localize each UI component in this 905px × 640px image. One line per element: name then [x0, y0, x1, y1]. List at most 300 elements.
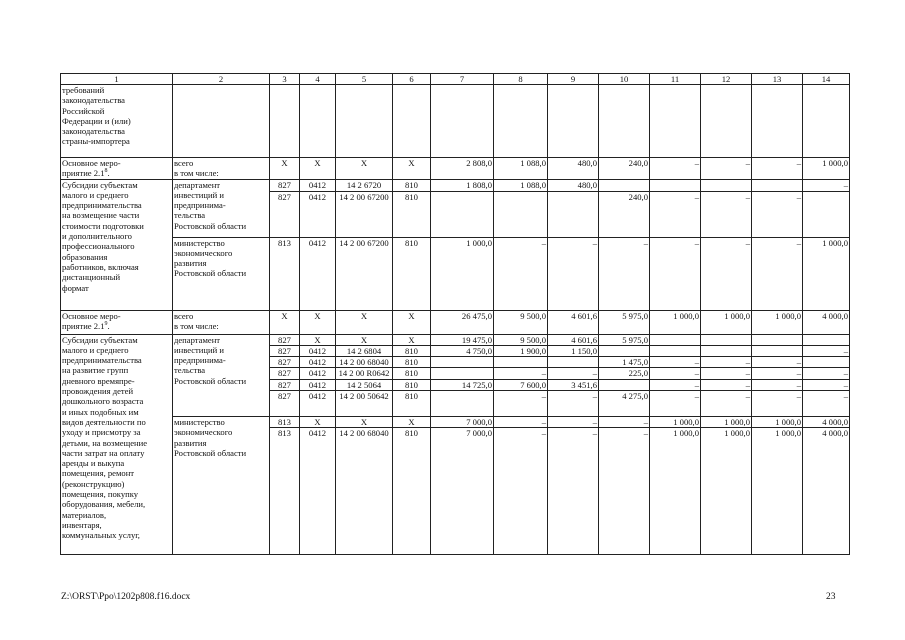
value-cell — [393, 379, 431, 390]
value-cell — [752, 179, 803, 191]
value-cell — [803, 368, 850, 379]
value-cell — [393, 357, 431, 368]
value-cell — [803, 357, 850, 368]
cell-text: 4 601,6 — [571, 334, 597, 345]
cell-text: 827 — [278, 191, 291, 202]
value-cell — [393, 345, 431, 356]
value-cell — [336, 179, 393, 191]
value-cell — [752, 345, 803, 356]
cell-text: 810 — [405, 191, 418, 202]
value-cell — [393, 191, 431, 237]
cell-text: 1 — [114, 74, 119, 84]
value-cell — [599, 310, 650, 334]
empty-cell — [393, 85, 431, 158]
value-cell — [494, 191, 548, 237]
cell-text: 13 — [772, 74, 782, 84]
value-cell — [650, 417, 701, 428]
value-cell — [300, 368, 336, 379]
cell-text: 14 2 00 68040 — [339, 357, 389, 368]
value-cell — [803, 310, 850, 334]
value-cell — [548, 417, 599, 428]
cell-text: министерство экономического развития Ростовской области — [174, 417, 247, 458]
cell-text: – — [694, 368, 699, 379]
value-cell — [752, 417, 803, 428]
cell-text: – — [843, 379, 848, 390]
value-cell — [270, 237, 300, 310]
cell-text: Х — [314, 158, 321, 168]
empty-cell — [431, 85, 494, 158]
cell-text: 5 — [361, 74, 367, 84]
value-cell — [548, 391, 599, 417]
value-cell — [599, 237, 650, 310]
value-cell — [270, 158, 300, 180]
measure-description — [61, 179, 173, 310]
cell-text: 1 808,0 — [466, 179, 492, 190]
value-cell — [300, 179, 336, 191]
cell-text: 0412 — [308, 368, 327, 379]
value-cell — [548, 428, 599, 555]
value-cell — [393, 391, 431, 417]
cell-text: – — [592, 237, 597, 248]
cell-text: 827 — [278, 357, 291, 368]
cell-text: – — [745, 191, 750, 202]
cell-text: – — [694, 237, 699, 248]
value-cell — [431, 391, 494, 417]
value-cell — [701, 158, 752, 180]
value-cell — [431, 334, 494, 345]
cell-text: 1 000,0 — [724, 417, 750, 428]
cell-text: Х — [314, 310, 321, 321]
value-cell — [803, 379, 850, 390]
cell-text: – — [796, 391, 801, 402]
cell-text: 827 — [278, 334, 291, 345]
column-header — [61, 74, 173, 85]
cell-text: – — [745, 158, 750, 168]
cell-text: Х — [314, 417, 321, 428]
value-cell — [548, 310, 599, 334]
column-header — [494, 74, 548, 85]
cell-text: 810 — [405, 428, 418, 439]
column-header — [548, 74, 599, 85]
cell-text: 1 900,0 — [520, 345, 546, 356]
cell-text: 1 000,0 — [775, 310, 801, 321]
value-cell — [270, 417, 300, 428]
cell-text: 827 — [278, 391, 291, 402]
value-cell — [548, 158, 599, 180]
value-cell — [300, 237, 336, 310]
value-cell — [599, 428, 650, 555]
cell-text: Х — [408, 417, 415, 428]
cell-text: 1 000,0 — [822, 237, 848, 248]
measure-description — [61, 334, 173, 555]
cell-text: – — [796, 379, 801, 390]
value-cell — [270, 191, 300, 237]
cell-text: 2 — [218, 74, 224, 84]
value-cell — [548, 357, 599, 368]
table-row — [61, 417, 850, 428]
value-cell — [300, 428, 336, 555]
value-cell — [494, 368, 548, 379]
empty-cell — [803, 85, 850, 158]
value-cell — [803, 417, 850, 428]
value-cell — [270, 391, 300, 417]
cell-text: – — [843, 179, 848, 190]
cell-text: – — [694, 158, 699, 168]
value-cell — [494, 334, 548, 345]
cell-text: 4 275,0 — [622, 391, 648, 402]
cell-text: Х — [360, 158, 368, 168]
empty-cell — [270, 85, 300, 158]
value-cell — [494, 417, 548, 428]
cell-text: 1 000,0 — [673, 428, 699, 439]
cell-text: 1 088,0 — [520, 179, 546, 190]
cell-text: 1 000,0 — [775, 428, 801, 439]
cell-text: 9 500,0 — [520, 334, 546, 345]
cell-text: 1 000,0 — [822, 158, 848, 168]
value-cell — [393, 310, 431, 334]
value-cell — [494, 391, 548, 417]
value-cell — [599, 379, 650, 390]
value-cell — [752, 237, 803, 310]
cell-text: – — [796, 158, 801, 168]
value-cell — [336, 379, 393, 390]
value-cell — [300, 391, 336, 417]
cell-text: – — [843, 391, 848, 402]
cell-text: 810 — [405, 368, 418, 379]
value-cell — [431, 357, 494, 368]
cell-text: 8 — [518, 74, 523, 84]
empty-cell — [599, 85, 650, 158]
value-cell — [701, 357, 752, 368]
table-row — [61, 85, 850, 158]
value-cell — [650, 334, 701, 345]
cell-text: – — [843, 345, 848, 356]
value-cell — [650, 158, 701, 180]
cell-text: 14 2 00 R0642 — [338, 368, 390, 379]
cell-text: – — [592, 428, 597, 439]
cell-text: – — [592, 417, 597, 428]
value-cell — [803, 334, 850, 345]
cell-text: 7 — [459, 74, 465, 84]
value-cell — [336, 391, 393, 417]
value-cell — [431, 379, 494, 390]
cell-text: – — [745, 357, 750, 368]
value-cell — [548, 334, 599, 345]
cell-text: Х — [408, 334, 415, 345]
value-cell — [270, 428, 300, 555]
cell-text: 14 2 6804 — [346, 345, 382, 356]
cell-text: Х — [281, 158, 288, 168]
cell-text: 810 — [405, 179, 418, 190]
value-cell — [300, 357, 336, 368]
cell-text: – — [643, 237, 648, 248]
cell-text: 810 — [405, 379, 418, 390]
table-row — [61, 74, 850, 85]
value-cell — [701, 379, 752, 390]
value-cell — [300, 310, 336, 334]
value-cell — [701, 310, 752, 334]
cell-text: – — [796, 357, 801, 368]
value-cell — [300, 417, 336, 428]
value-cell — [701, 345, 752, 356]
value-cell — [803, 191, 850, 237]
cell-text: 810 — [405, 237, 418, 248]
cell-text: 240,0 — [628, 158, 648, 168]
cell-text: 240,0 — [628, 191, 648, 202]
cell-text: 9 — [570, 74, 576, 84]
value-cell — [336, 345, 393, 356]
column-header — [173, 74, 270, 85]
cell-text: Х — [360, 310, 368, 321]
value-cell — [393, 368, 431, 379]
footer-file-path: Z:\ORST\Ppo\1202p808.f16.docx — [61, 592, 191, 602]
value-cell — [270, 357, 300, 368]
value-cell — [701, 428, 752, 555]
value-cell — [336, 417, 393, 428]
value-cell — [300, 345, 336, 356]
column-header — [599, 74, 650, 85]
value-cell — [650, 310, 701, 334]
cell-text: 3 — [282, 74, 287, 84]
value-cell — [599, 368, 650, 379]
empty-cell — [548, 85, 599, 158]
value-cell — [393, 417, 431, 428]
cell-text: – — [541, 417, 546, 428]
executor-label — [173, 179, 270, 237]
value-cell — [650, 237, 701, 310]
cell-text: Основное меро- приятие 2.1 — [62, 158, 121, 179]
value-cell — [300, 334, 336, 345]
cell-text: департамент инвестиций и предпринима- тельства Ростовской области — [174, 334, 247, 386]
value-cell — [650, 191, 701, 237]
continued-text — [61, 85, 173, 158]
column-header — [270, 74, 300, 85]
value-cell — [393, 237, 431, 310]
value-cell — [701, 237, 752, 310]
table-row — [61, 179, 850, 191]
cell-text: 4 000,0 — [822, 417, 848, 428]
value-cell — [431, 191, 494, 237]
cell-text: всего в том числе: — [174, 310, 219, 331]
cell-text: требований законодательства Российской Федерации и (или) законодательства страны-импортера — [62, 85, 131, 147]
cell-text: – — [694, 391, 699, 402]
value-cell — [431, 428, 494, 555]
cell-text: Субсидии субъектам малого и среднего предпринимательства на развитие групп дневного времяпре- провождения детей дошкольного возраста и иных подобных им видов деятельности по уходу и присмотру за детьми, на возмещение части затрат на оплату аренды и выкупа помещения, ремонт (реконструкцию) помещения, покупку оборудования, мебели, материалов, инвентаря, коммунальных услуг, — [62, 334, 148, 541]
cell-text: всего в том числе: — [174, 158, 219, 179]
value-cell — [650, 345, 701, 356]
cell-text: 0412 — [308, 357, 327, 368]
cell-text: – — [694, 357, 699, 368]
value-cell — [300, 158, 336, 180]
column-header — [393, 74, 431, 85]
value-cell — [431, 368, 494, 379]
value-cell — [650, 368, 701, 379]
column-header — [336, 74, 393, 85]
cell-text: Х — [314, 334, 321, 345]
value-cell — [701, 179, 752, 191]
cell-text: 0412 — [308, 345, 327, 356]
value-cell — [548, 179, 599, 191]
cell-text: – — [796, 237, 801, 248]
cell-text: 6 — [409, 74, 414, 84]
value-cell — [752, 357, 803, 368]
value-cell — [393, 334, 431, 345]
value-cell — [803, 345, 850, 356]
value-cell — [752, 391, 803, 417]
cell-text: 813 — [278, 237, 291, 248]
value-cell — [393, 158, 431, 180]
cell-text: 1 000,0 — [724, 428, 750, 439]
cell-text: 827 — [278, 368, 291, 379]
cell-text: 827 — [278, 345, 291, 356]
value-cell — [701, 334, 752, 345]
value-cell — [752, 428, 803, 555]
value-cell — [752, 310, 803, 334]
cell-text: 4 000,0 — [822, 310, 848, 321]
value-cell — [803, 179, 850, 191]
value-cell — [270, 334, 300, 345]
cell-text: – — [592, 391, 597, 402]
value-cell — [300, 191, 336, 237]
value-cell — [270, 379, 300, 390]
value-cell — [336, 368, 393, 379]
cell-text: 0412 — [308, 191, 327, 202]
cell-text: 4 601,6 — [571, 310, 597, 321]
column-header — [701, 74, 752, 85]
cell-text: 14 — [821, 74, 831, 84]
empty-cell — [336, 85, 393, 158]
value-cell — [431, 345, 494, 356]
cell-text: 810 — [405, 357, 418, 368]
cell-text: 19 475,0 — [461, 334, 492, 345]
program-table — [60, 73, 850, 555]
empty-cell — [173, 85, 270, 158]
total-label — [173, 310, 270, 334]
value-cell — [270, 345, 300, 356]
executor-label — [173, 417, 270, 555]
value-cell — [494, 158, 548, 180]
cell-text: 813 — [278, 417, 291, 428]
cell-text: 12 — [721, 74, 731, 84]
value-cell — [300, 379, 336, 390]
cell-text: 4 — [315, 74, 320, 84]
value-cell — [752, 158, 803, 180]
value-cell — [431, 158, 494, 180]
value-cell — [494, 345, 548, 356]
cell-text: 827 — [278, 179, 291, 190]
cell-text: 5 975,0 — [622, 310, 648, 321]
cell-text: – — [541, 428, 546, 439]
column-header — [431, 74, 494, 85]
cell-text: 14 2 00 67200 — [339, 237, 389, 248]
value-cell — [494, 379, 548, 390]
cell-text: 11 — [670, 74, 680, 84]
cell-text: – — [745, 379, 750, 390]
cell-text: – — [643, 428, 648, 439]
cell-text: 0412 — [308, 379, 327, 390]
executor-label — [173, 334, 270, 416]
value-cell — [599, 334, 650, 345]
cell-text: 1 000,0 — [673, 310, 699, 321]
cell-text: 7 000,0 — [466, 428, 492, 439]
value-cell — [431, 237, 494, 310]
cell-text: – — [796, 368, 801, 379]
value-cell — [393, 179, 431, 191]
cell-text: 7 600,0 — [520, 379, 546, 390]
value-cell — [431, 179, 494, 191]
value-cell — [752, 191, 803, 237]
column-header — [803, 74, 850, 85]
value-cell — [599, 391, 650, 417]
cell-text: 2 808,0 — [466, 158, 492, 168]
value-cell — [650, 357, 701, 368]
empty-cell — [752, 85, 803, 158]
value-cell — [752, 379, 803, 390]
value-cell — [548, 237, 599, 310]
value-cell — [431, 417, 494, 428]
cell-text: 26 475,0 — [461, 310, 492, 321]
cell-text: – — [541, 237, 546, 248]
value-cell — [650, 379, 701, 390]
value-cell — [701, 391, 752, 417]
column-header — [752, 74, 803, 85]
column-header — [650, 74, 701, 85]
cell-text: – — [745, 237, 750, 248]
cell-text: – — [694, 379, 699, 390]
empty-cell — [494, 85, 548, 158]
value-cell — [548, 379, 599, 390]
cell-text: 1 150,0 — [571, 345, 597, 356]
cell-text: Субсидии субъектам малого и среднего предпринимательства на возмещение части стоимости подготовки и дополнительного профессионального образования работников, включая дистанционный формат — [62, 179, 144, 293]
value-cell — [599, 417, 650, 428]
value-cell — [752, 334, 803, 345]
cell-text: – — [745, 368, 750, 379]
cell-text: – — [745, 391, 750, 402]
value-cell — [701, 417, 752, 428]
value-cell — [701, 368, 752, 379]
value-cell — [336, 334, 393, 345]
value-cell — [548, 191, 599, 237]
empty-cell — [650, 85, 701, 158]
cell-text: 0412 — [308, 391, 327, 402]
value-cell — [650, 391, 701, 417]
value-cell — [393, 428, 431, 555]
cell-text: 14 2 00 67200 — [339, 191, 389, 202]
empty-cell — [300, 85, 336, 158]
footer-page-number: 23 — [826, 592, 836, 602]
value-cell — [270, 179, 300, 191]
table-row — [61, 158, 850, 180]
cell-text: 4 750,0 — [466, 345, 492, 356]
cell-text: – — [694, 191, 699, 202]
executor-label — [173, 237, 270, 310]
value-cell — [599, 179, 650, 191]
cell-text: 14 2 6720 — [346, 179, 382, 190]
cell-text: 827 — [278, 379, 291, 390]
cell-text: 0412 — [308, 179, 327, 190]
value-cell — [599, 158, 650, 180]
cell-text: Х — [360, 417, 368, 428]
table-row — [61, 334, 850, 345]
cell-text: Х — [408, 158, 415, 168]
value-cell — [336, 158, 393, 180]
value-cell — [494, 179, 548, 191]
cell-text: 14 2 00 50642 — [339, 391, 389, 402]
value-cell — [336, 357, 393, 368]
value-cell — [494, 237, 548, 310]
cell-text: Х — [360, 334, 368, 345]
value-cell — [336, 237, 393, 310]
